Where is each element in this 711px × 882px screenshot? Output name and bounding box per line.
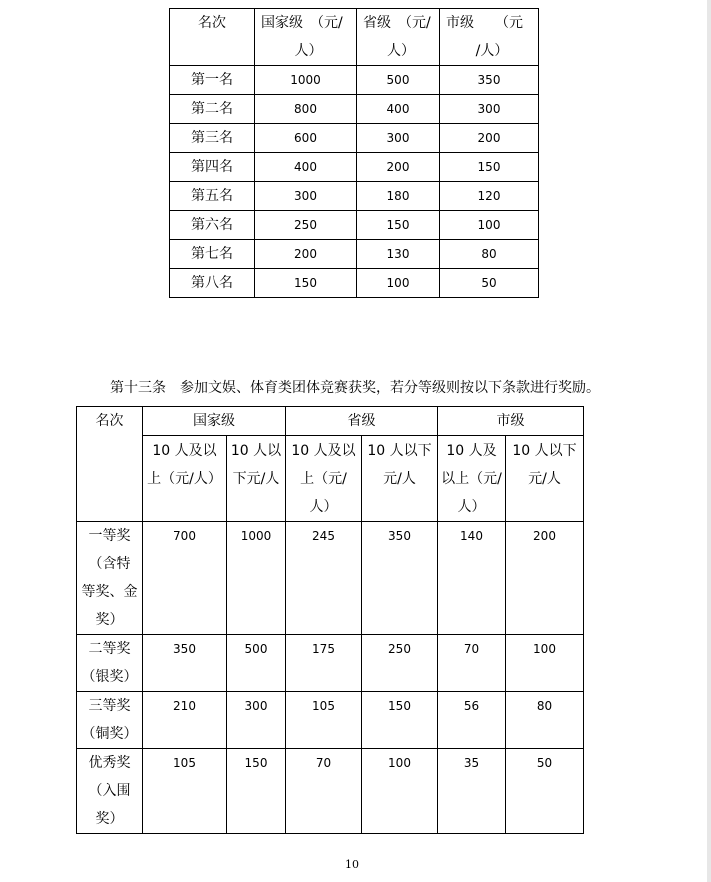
city-amount: 350 <box>440 66 539 95</box>
amount-cell: 350 <box>143 635 227 692</box>
table-row <box>170 211 539 240</box>
amount-cell: 245 <box>286 522 362 635</box>
rank-cell-third-prize: 三等奖 （铜奖） <box>77 692 143 749</box>
table-row <box>170 95 539 124</box>
national-amount: 400 <box>255 153 357 182</box>
table-header-row <box>170 9 539 66</box>
table-row <box>170 182 539 211</box>
subheader-national-under-10: 10 人以 下元/人 <box>227 436 286 522</box>
national-amount: 200 <box>255 240 357 269</box>
city-amount: 200 <box>440 124 539 153</box>
subheader-provincial-10-plus: 10 人及以 上（元/ 人） <box>286 436 362 522</box>
amount-cell: 500 <box>227 635 286 692</box>
amount-cell: 100 <box>362 749 438 834</box>
amount-cell: 105 <box>143 749 227 834</box>
subheader-city-under-10: 10 人以下 元/人 <box>506 436 584 522</box>
header-national: 国家级 <box>143 407 286 436</box>
team-award-table <box>76 406 584 834</box>
national-amount: 800 <box>255 95 357 124</box>
amount-cell: 56 <box>438 692 506 749</box>
rank-cell: 第四名 <box>170 153 255 182</box>
amount-cell: 150 <box>362 692 438 749</box>
subheader-city-10-plus: 10 人及 以上（元/ 人） <box>438 436 506 522</box>
rank-cell: 第八名 <box>170 269 255 298</box>
amount-cell: 150 <box>227 749 286 834</box>
table-row <box>170 240 539 269</box>
subheader-provincial-under-10: 10 人以下 元/人 <box>362 436 438 522</box>
rank-cell: 第七名 <box>170 240 255 269</box>
table-subheader-row <box>77 436 584 522</box>
amount-cell: 70 <box>438 635 506 692</box>
rank-cell: 第一名 <box>170 66 255 95</box>
provincial-amount: 130 <box>357 240 440 269</box>
amount-cell: 175 <box>286 635 362 692</box>
header-rank: 名次 <box>77 407 143 522</box>
amount-cell: 80 <box>506 692 584 749</box>
table-row <box>77 635 584 692</box>
subheader-national-10-plus: 10 人及以 上（元/人） <box>143 436 227 522</box>
table-header-row <box>77 407 584 436</box>
rank-cell: 第六名 <box>170 211 255 240</box>
city-amount: 50 <box>440 269 539 298</box>
amount-cell: 35 <box>438 749 506 834</box>
header-rank: 名次 <box>170 9 255 66</box>
header-national: 国家级 （元/ 人） <box>255 9 357 66</box>
page-number: 10 <box>345 858 359 871</box>
city-amount: 300 <box>440 95 539 124</box>
header-city: 市级 <box>438 407 584 436</box>
table-row <box>77 692 584 749</box>
amount-cell: 50 <box>506 749 584 834</box>
header-provincial: 省级 （元/ 人） <box>357 9 440 66</box>
national-amount: 300 <box>255 182 357 211</box>
provincial-amount: 500 <box>357 66 440 95</box>
provincial-amount: 150 <box>357 211 440 240</box>
amount-cell: 300 <box>227 692 286 749</box>
national-amount: 1000 <box>255 66 357 95</box>
table-row <box>170 124 539 153</box>
table-row <box>170 153 539 182</box>
amount-cell: 1000 <box>227 522 286 635</box>
header-city: 市级 （元 /人） <box>440 9 539 66</box>
rank-cell: 第五名 <box>170 182 255 211</box>
table-row <box>77 749 584 834</box>
table-row <box>170 66 539 95</box>
provincial-amount: 400 <box>357 95 440 124</box>
article-13-caption: 第十三条 参加文娱、体育类团体竞赛获奖，若分等级则按以下条款进行奖励。 <box>110 380 600 396</box>
table-row <box>77 522 584 635</box>
national-amount: 600 <box>255 124 357 153</box>
page-edge-shadow <box>707 0 711 882</box>
table-row <box>170 269 539 298</box>
rank-cell-honorable-mention: 优秀奖 （入围 奖） <box>77 749 143 834</box>
provincial-amount: 180 <box>357 182 440 211</box>
provincial-amount: 200 <box>357 153 440 182</box>
city-amount: 80 <box>440 240 539 269</box>
amount-cell: 200 <box>506 522 584 635</box>
amount-cell: 105 <box>286 692 362 749</box>
amount-cell: 350 <box>362 522 438 635</box>
national-amount: 150 <box>255 269 357 298</box>
amount-cell: 70 <box>286 749 362 834</box>
city-amount: 100 <box>440 211 539 240</box>
city-amount: 120 <box>440 182 539 211</box>
header-provincial: 省级 <box>286 407 438 436</box>
rank-cell-first-prize: 一等奖 （含特 等奖、金 奖） <box>77 522 143 635</box>
rank-cell: 第三名 <box>170 124 255 153</box>
provincial-amount: 300 <box>357 124 440 153</box>
amount-cell: 100 <box>506 635 584 692</box>
individual-award-table <box>169 8 539 298</box>
rank-cell-second-prize: 二等奖 （银奖） <box>77 635 143 692</box>
amount-cell: 210 <box>143 692 227 749</box>
national-amount: 250 <box>255 211 357 240</box>
provincial-amount: 100 <box>357 269 440 298</box>
amount-cell: 140 <box>438 522 506 635</box>
city-amount: 150 <box>440 153 539 182</box>
amount-cell: 250 <box>362 635 438 692</box>
amount-cell: 700 <box>143 522 227 635</box>
rank-cell: 第二名 <box>170 95 255 124</box>
